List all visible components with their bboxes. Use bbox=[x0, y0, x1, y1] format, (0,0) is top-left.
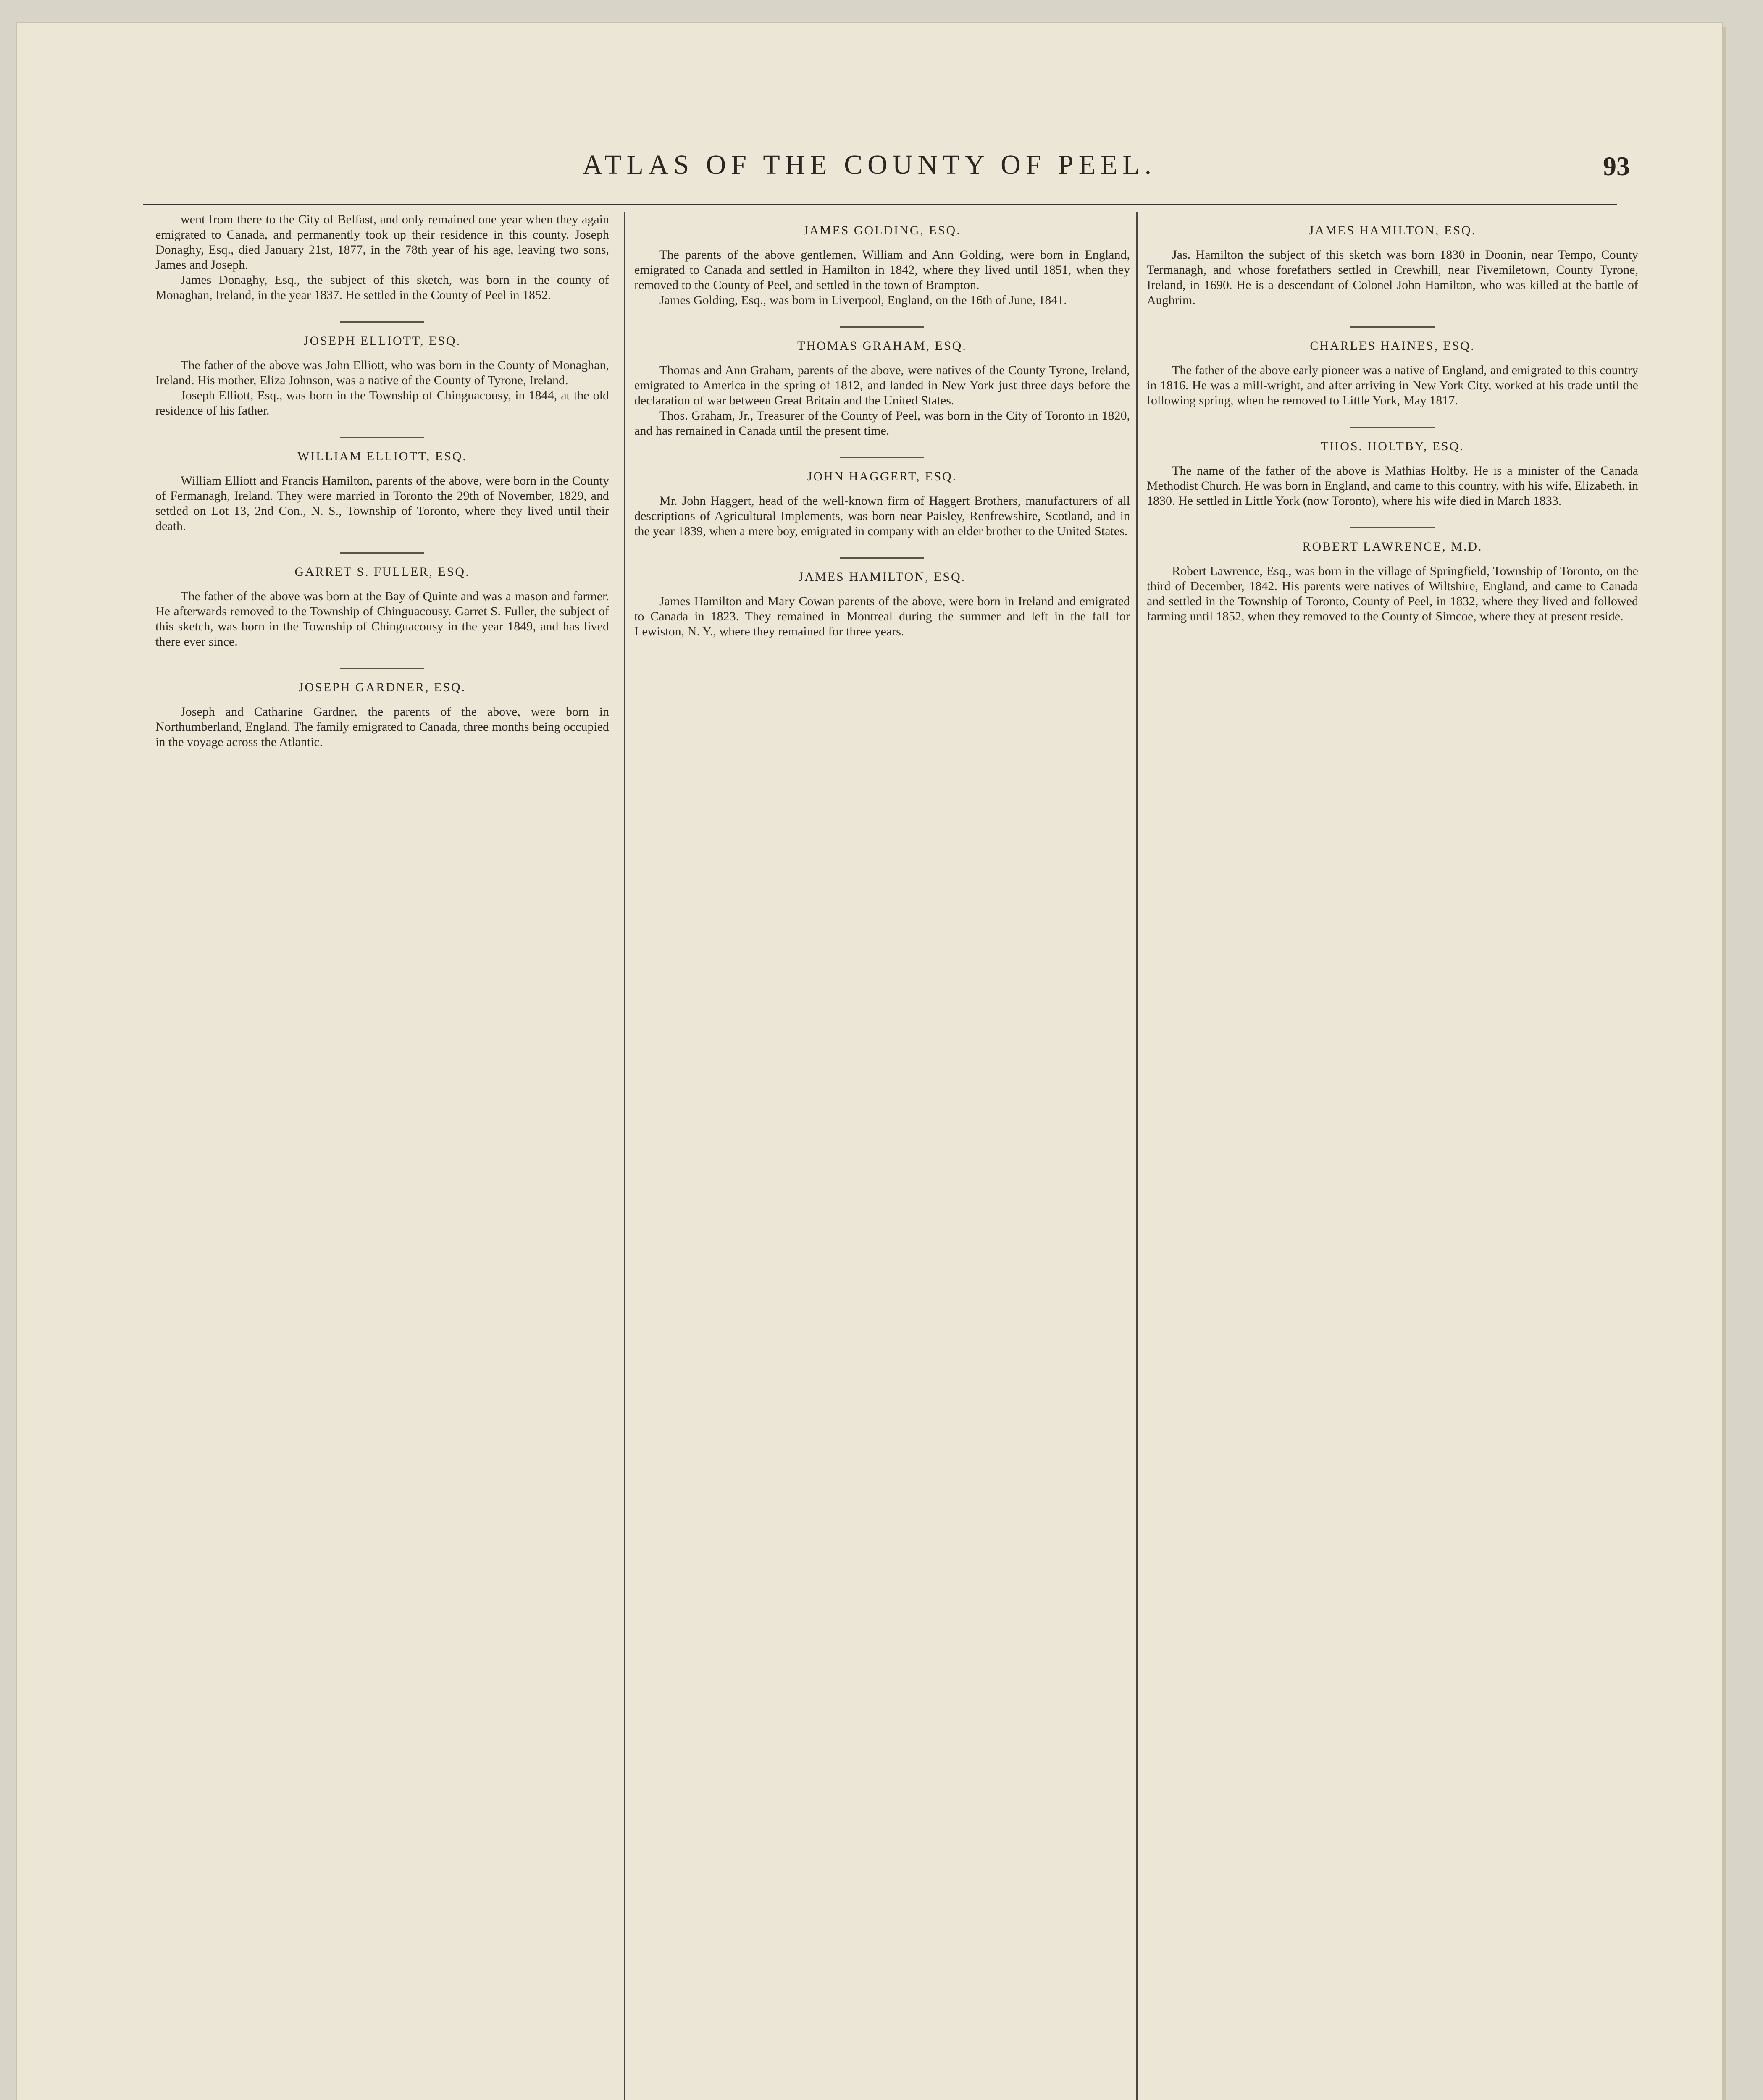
section-title: GARRET S. FULLER, ESQ. bbox=[294, 565, 470, 579]
section-title: JAMES HAMILTON, ESQ. bbox=[1308, 223, 1477, 237]
header-rule bbox=[143, 204, 1617, 205]
column-2 bbox=[634, 212, 1130, 2100]
biography-section bbox=[634, 469, 1130, 539]
section-divider bbox=[340, 437, 424, 438]
paragraph: Mr. John Haggert, head of the well-known firm of Haggert Brothers, manufacturers of all descriptions of Agricultural Implements, was born near Paisley, Renfrewshire, Scotland, and in the year 1839, when a mere boy, emigrated in company with an elder brother to the United States. bbox=[634, 494, 1130, 538]
biography-section bbox=[1147, 339, 1638, 408]
biography-section bbox=[155, 333, 609, 418]
biography-section bbox=[155, 564, 609, 649]
section-divider bbox=[1350, 527, 1435, 528]
section-title: ROBERT LAWRENCE, M.D. bbox=[1302, 540, 1483, 554]
section-title: JAMES GOLDING, ESQ. bbox=[803, 223, 961, 237]
paragraph: Joseph Elliott, Esq., was born in the Township of Chinguacousy, in 1844, at the old residence of his father. bbox=[155, 388, 609, 417]
section-divider bbox=[840, 457, 924, 458]
section-title: WILLIAM ELLIOTT, ESQ. bbox=[297, 449, 467, 463]
biography-section bbox=[1147, 539, 1638, 624]
paragraph: Robert Lawrence, Esq., was born in the village of Springfield, Township of Toronto, on the third of December, 1842. His parents were natives of Wiltshire, England, and came to Canada and settled in the Township of Toronto, County of Peel, in 1832, where they lived and followed farming until 1852, when they removed to the County of Simcoe, where they at present reside. bbox=[1147, 564, 1638, 623]
biography-section bbox=[1147, 439, 1638, 509]
paragraph: Jas. Hamilton the subject of this sketch was born 1830 in Doonin, near Tempo, County Termanagh, and whose forefathers settled in Crewhill, near Fivemiletown, County Tyrone, Ireland, in 1690. He is a descendant of Colonel John Hamilton, who was killed at the battle of Aughrim. bbox=[1147, 248, 1638, 307]
biography-section bbox=[634, 339, 1130, 438]
biography-section bbox=[1147, 223, 1638, 308]
paragraph: The name of the father of the above is Mathias Holtby. He is a minister of the Canada Methodist Church. He was born in England, and came to this country, with his wife, Elizabeth, in 1830. He settled in Little York (now Toronto), where his wife died in March 1833. bbox=[1147, 464, 1638, 508]
paragraph: Thos. Graham, Jr., Treasurer of the County of Peel, was born in the City of Toronto in 1820, and has remained in Canada until the present time. bbox=[634, 409, 1130, 438]
section-divider bbox=[340, 668, 424, 669]
section-title: JOSEPH ELLIOTT, ESQ. bbox=[303, 334, 461, 348]
paragraph: William Elliott and Francis Hamilton, parents of the above, were born in the County of Fermanagh, Ireland. They were married in Toronto the 29th of November, 1829, and settled on Lot 13, 2nd Con., N. S., Township of Toronto, where they lived until their death. bbox=[155, 474, 609, 533]
section-divider bbox=[340, 321, 424, 323]
biography-section bbox=[155, 449, 609, 534]
biography-section bbox=[155, 212, 609, 303]
paragraph: James Hamilton and Mary Cowan parents of the above, were born in Ireland and emigrated to Canada in 1823. They remained in Montreal during the summer and left in the fall for Lewiston, N. Y., where they remained for three years. bbox=[634, 594, 1130, 638]
page-title: ATLAS OF THE COUNTY OF PEEL. bbox=[582, 150, 1157, 180]
section-divider bbox=[340, 552, 424, 554]
biography-section bbox=[155, 680, 609, 750]
column-divider bbox=[1136, 212, 1138, 2100]
paragraph: The father of the above early pioneer was a native of England, and emigrated to this country in 1816. He was a mill-wright, and after arriving in New York City, worked at his trade until the following spring, when he removed to Little York, May 1817. bbox=[1147, 363, 1638, 407]
biography-section bbox=[634, 570, 1130, 639]
paragraph: The father of the above was John Elliott, who was born in the County of Monaghan, Ireland. His mother, Eliza Johnson, was a native of the County of Tyrone, Ireland. bbox=[155, 358, 609, 387]
atlas-page bbox=[17, 23, 1722, 2100]
paragraph: The parents of the above gentlemen, William and Ann Golding, were born in England, emigrated to Canada and settled in Hamilton in 1842, where they lived until 1851, when they removed to the County of Peel, and settled in the town of Brampton. bbox=[634, 248, 1130, 292]
paragraph: went from there to the City of Belfast, and only remained one year when they again emigrated to Canada, and permanently took up their residence in this county. Joseph Donaghy, Esq., died January 21st, 1877, in the 78th year of his age, leaving two sons, James and Joseph. bbox=[155, 213, 609, 272]
paragraph: James Golding, Esq., was born in Liverpool, England, on the 16th of June, 1841. bbox=[659, 293, 1067, 307]
paragraph: James Donaghy, Esq., the subject of this sketch, was born in the county of Monaghan, Ireland, in the year 1837. He settled in the County of Peel in 1852. bbox=[155, 273, 609, 302]
section-title: THOMAS GRAHAM, ESQ. bbox=[797, 339, 967, 353]
paragraph: The father of the above was born at the Bay of Quinte and was a mason and farmer. He afterwards removed to the Township of Chinguacousy. Garret S. Fuller, the subject of this sketch, was born in the Township of Chinguacousy in the year 1849, and has lived there ever since. bbox=[155, 589, 609, 648]
biography-section bbox=[634, 223, 1130, 308]
section-title: JOSEPH GARDNER, ESQ. bbox=[298, 680, 466, 694]
section-title: JAMES HAMILTON, ESQ. bbox=[798, 570, 966, 584]
column-divider bbox=[624, 212, 625, 2100]
masthead bbox=[17, 149, 1722, 195]
column-1 bbox=[155, 212, 609, 2100]
section-title: CHARLES HAINES, ESQ. bbox=[1310, 339, 1475, 353]
paragraph: Joseph and Catharine Gardner, the parents of the above, were born in Northumberland, England. The family emigrated to Canada, three months being occupied in the voyage across the Atlantic. bbox=[155, 705, 609, 749]
section-title: JOHN HAGGERT, ESQ. bbox=[807, 470, 957, 483]
section-title: THOS. HOLTBY, ESQ. bbox=[1321, 439, 1464, 453]
column-3 bbox=[1147, 212, 1638, 2100]
section-divider bbox=[840, 326, 924, 328]
section-divider bbox=[1350, 326, 1435, 328]
page-number: 93 bbox=[1603, 151, 1630, 181]
section-divider bbox=[1350, 427, 1435, 428]
section-divider bbox=[840, 557, 924, 559]
paragraph: Thomas and Ann Graham, parents of the above, were natives of the County Tyrone, Ireland, emigrated to America in the spring of 1812, and landed in New York just three days before the declaration of war between Great Britain and the United States. bbox=[634, 363, 1130, 407]
